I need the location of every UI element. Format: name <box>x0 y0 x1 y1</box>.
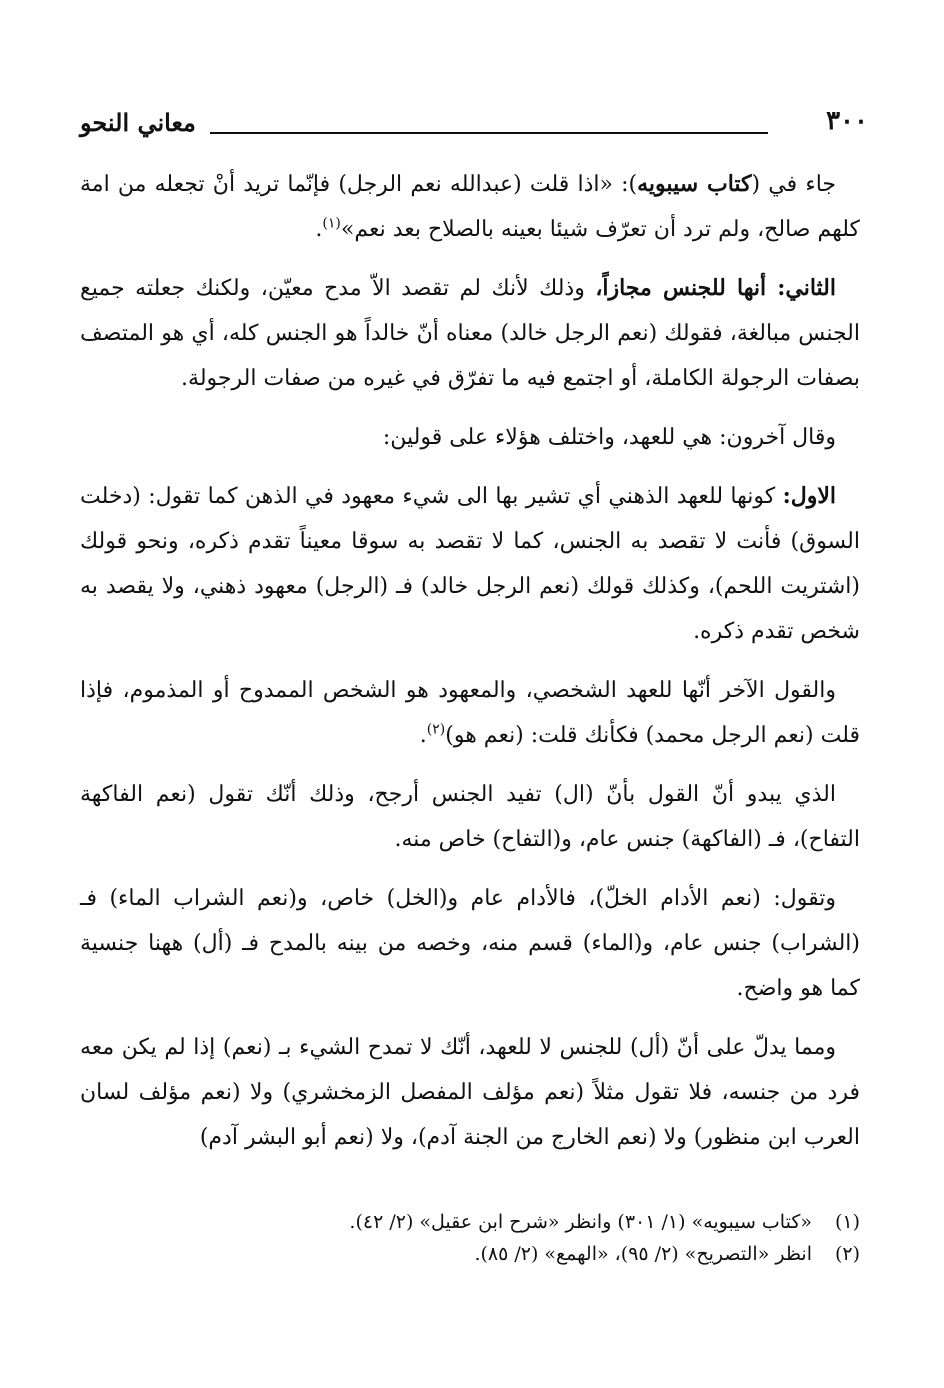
footnote-number: (١) <box>834 1211 860 1233</box>
footnote-number: (٢) <box>834 1243 860 1265</box>
paragraph-5: والقول الآخر أنّها للعهد الشخصي، والمعهود هو الشخص الممدوح أو المذموم، فإذا قلت (نعم الرجل محمد) فكأنك قلت: (نعم هو)$^{(٢)}$. <box>80 678 860 748</box>
footnote-ref[interactable]: (١) <box>322 215 341 232</box>
paragraph-7: وتقول: (نعم الأدام الخلّ)، فالأدام عام و(الخل) خاص، و(نعم الشراب الماء) فـ (الشراب) جنس عام، و(الماء) قسم منه، وخصه من بينه بالمدح فـ (أل) ههنا جنسية كما هو واضح. <box>80 886 860 1001</box>
paragraph-1: جاء في (كتاب سيبويه): «اذا قلت (عبدالله نعم الرجل) فإنّما تريد أنْ تجعله من امة كلهم صالح، ولم ترد أن تعرّف شيئا بعينه بالصلاح بعد نعم»$^{(١)}$. <box>80 171 860 242</box>
footnote-1 <box>80 1206 860 1238</box>
footnote-text: «كتاب سيبويه» (١/ ٣٠١) وانظر «شرح ابن عقيل» (٢/ ٤٢). <box>349 1211 812 1233</box>
footnote-ref[interactable]: (٢) <box>426 721 446 738</box>
page-header <box>80 100 868 144</box>
body-text <box>80 162 860 1174</box>
footnote-text: انظر «التصريح» (٢/ ٩٥)، «الهمع» (٢/ ٨٥). <box>474 1243 812 1265</box>
paragraph-2: الثاني: أنها للجنس مجازاً، وذلك لأنك لم تقصد الاّ مدح معيّن، ولكنك جعلته جميع الجنس مبالغة، فقولك (نعم الرجل خالد) معناه أنّ خالداً هو الجنس كله، أي هو المتصف بصفات الرجولة الكاملة، أو اجتمع فيه ما تفرّق في غيره من صفات الرجولة. <box>80 275 860 391</box>
paragraph-6: الذي يبدو أنّ القول بأنّ (ال) تفيد الجنس أرجح، وذلك أنّك تقول (نعم الفاكهة التفاح)، فـ (الفاكهة) جنس عام، و(التفاح) خاص منه. <box>80 782 860 852</box>
paragraph-8: ومما يدلّ على أنّ (أل) للجنس لا للعهد، أنّك لا تمدح الشيء بـ (نعم) إذا لم يكن معه فرد من جنسه، فلا تقول مثلاً (نعم مؤلف المفصل الزمخشري) ولا (نعم مؤلف لسان العرب ابن منظور) ولا (نعم الخارج من الجنة آدم)، ولا (نعم أبو البشر آدم) <box>80 1035 860 1150</box>
page-number: ٣٠٠ <box>826 106 868 136</box>
paragraph-heading: الاول: <box>782 483 836 509</box>
paragraph-3: وقال آخرون: هي للعهد، واختلف هؤلاء على قولين: <box>382 425 836 450</box>
header-rule <box>210 132 768 134</box>
paragraph-heading: الثاني: أنها للجنس مجازاً، <box>595 275 836 301</box>
footnotes <box>80 1206 860 1270</box>
paragraph-4: الاول: كونها للعهد الذهني أي تشير بها الى شيء معهود في الذهن كما تقول: (دخلت السوق) فأنت لا تقصد به الجنس، كما لا تقصد به سوقا معيناً تقدم ذكره، ونحو قولك (اشتريت اللحم)، وكذلك قولك (نعم الرجل خالد) فـ (الرجل) معهود ذهني، ولا يقصد به شخص تقدم ذكره. <box>80 483 860 644</box>
book-title: معاني النحو <box>80 108 196 137</box>
footnote-2 <box>80 1238 860 1270</box>
